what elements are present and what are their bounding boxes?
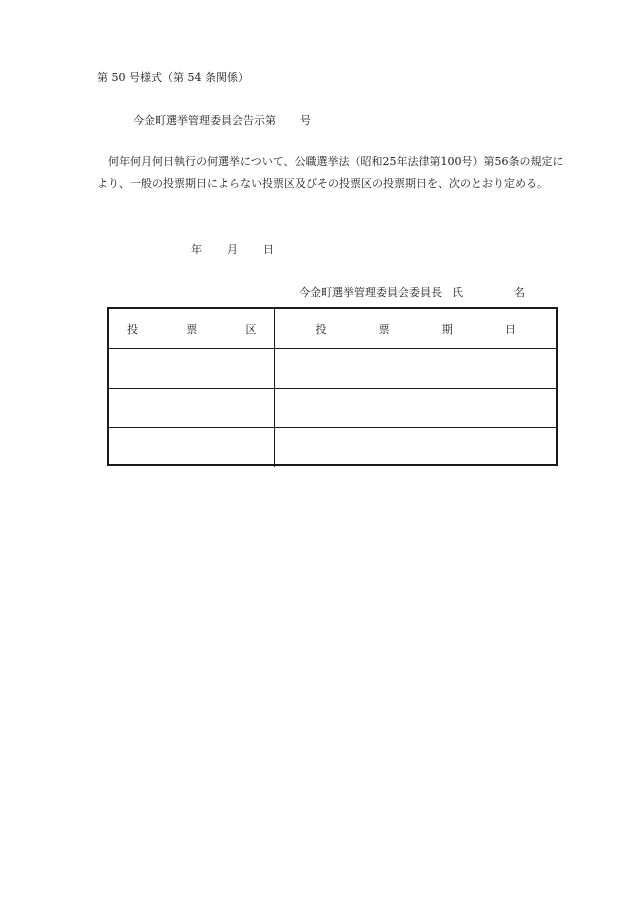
district-cell [109,428,274,468]
voting-district-table-grid [109,309,556,467]
notice-title-prefix: 今金町選挙管理委員会告示第 [133,114,276,127]
header-char: 投 [127,322,138,336]
notice-title [133,112,311,128]
voting-district-table [107,307,558,466]
header-char: 区 [245,322,257,336]
date-cell [274,428,556,468]
header-char: 日 [504,322,516,336]
date-cell [274,388,556,428]
date-line [191,241,274,257]
date-day-label: 日 [263,243,274,256]
header-voting-district [109,309,274,349]
district-cell [109,388,274,428]
signature-title: 今金町選挙管理委員会委員長 [299,286,442,299]
header-char: 票 [378,322,390,336]
table-row [109,428,556,468]
table-header-row [109,309,556,349]
header-voting-date [274,309,556,349]
header-char: 票 [186,322,198,336]
signature-name-last-char: 名 [514,286,525,299]
date-month-label: 月 [227,243,238,256]
date-cell [274,349,556,389]
district-cell [109,349,274,389]
form-number: 第 50 号様式（第 54 条関係） [97,71,249,84]
notice-title-suffix: 号 [300,114,311,127]
header-char: 期 [441,322,453,336]
date-year-label: 年 [191,243,202,256]
table-row [109,388,556,428]
signature-name-first-char: 氏 [452,286,463,299]
header-char: 投 [315,322,327,336]
table-row [109,349,556,389]
notice-body-text: 何年何月何日執行の何選挙について、公職選挙法（昭和25年法律第100号）第56条の規定により、一般の投票期日によらない投票区及びその投票区の投票期日を、次のとおり定める。 [97,155,564,190]
signature-line [299,284,525,300]
